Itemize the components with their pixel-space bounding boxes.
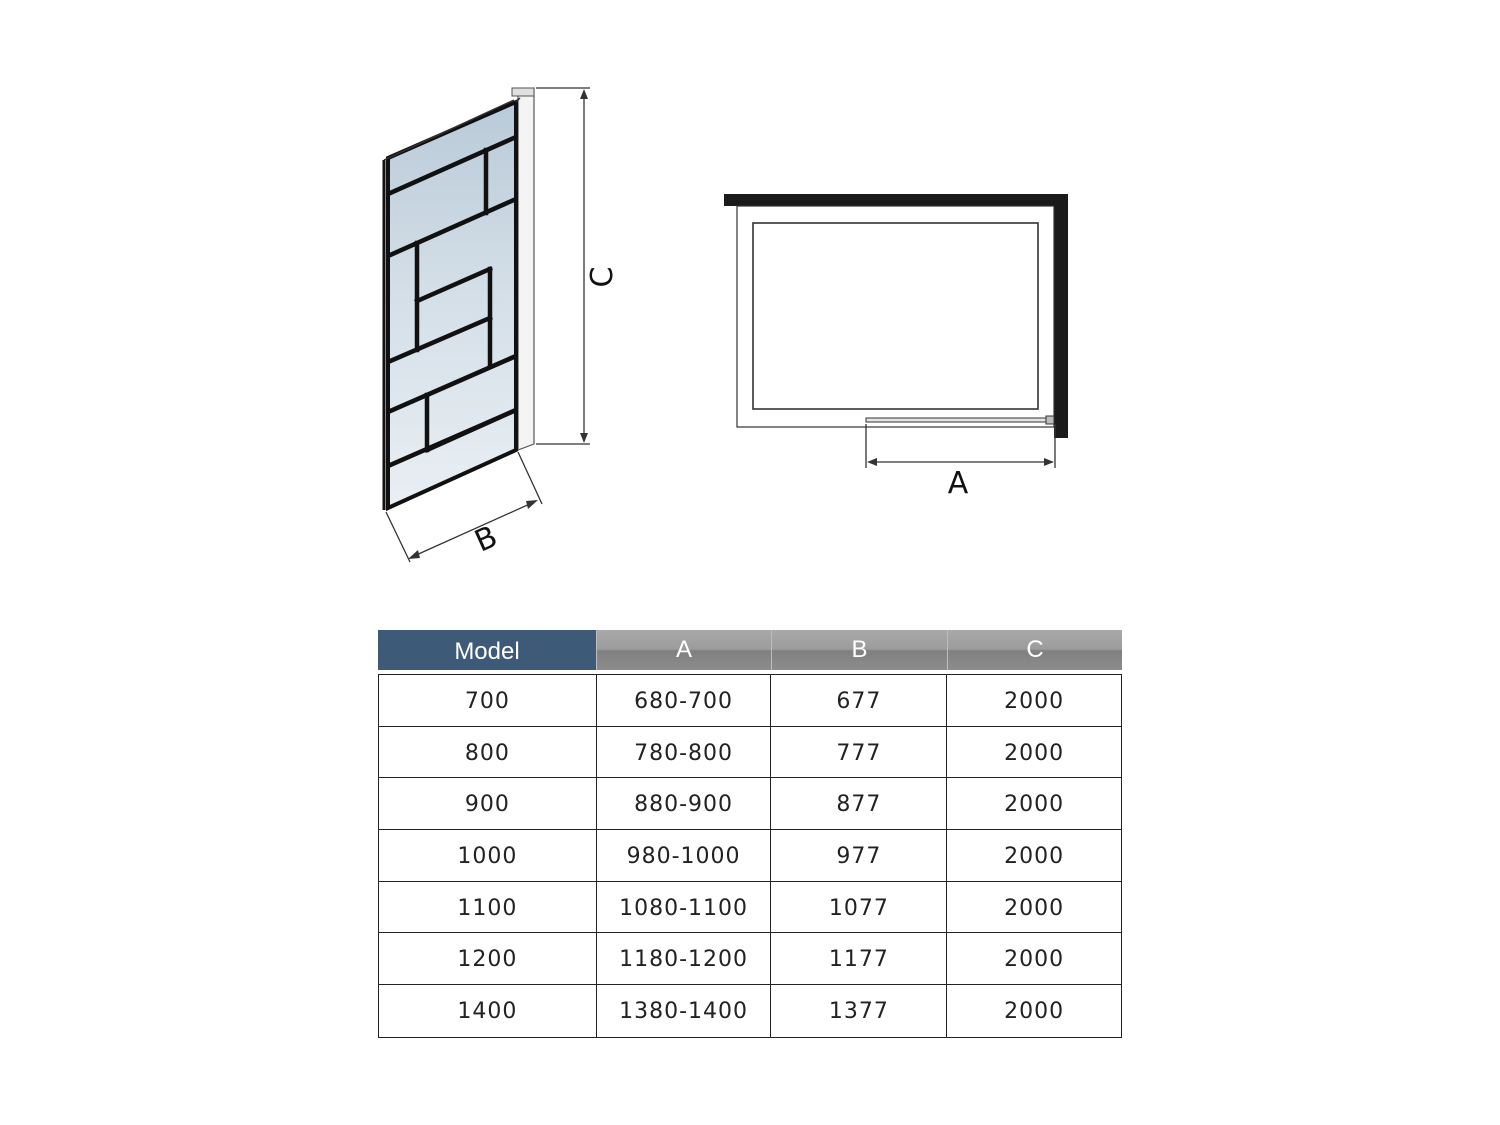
cell-c: 2000 xyxy=(946,778,1121,829)
wall-profile xyxy=(518,88,534,450)
cell-c: 2000 xyxy=(946,933,1121,984)
cell-b: 1177 xyxy=(770,933,946,984)
cell-model: 1100 xyxy=(457,895,518,921)
cell-model: 1000 xyxy=(457,844,518,870)
header-model: Model xyxy=(378,630,596,670)
header-b: B xyxy=(771,630,947,670)
panel-bracket xyxy=(1046,416,1054,424)
cell-model: 700 xyxy=(464,689,510,714)
plan-view xyxy=(724,194,1068,438)
cell-b: 977 xyxy=(770,830,946,881)
cell-model: 900 xyxy=(464,792,510,818)
table-row xyxy=(379,882,1121,934)
cell-a: 880-900 xyxy=(596,778,771,829)
cell-b: 777 xyxy=(770,727,946,778)
cell-c: 2000 xyxy=(946,882,1121,933)
cell-a: 780-800 xyxy=(596,727,771,778)
wall-profile-cap xyxy=(512,88,534,96)
glass-panel-plan xyxy=(866,418,1054,422)
cell-model: 1400 xyxy=(457,999,518,1025)
table-row xyxy=(379,933,1121,985)
label-b: B xyxy=(469,519,503,560)
cell-b: 877 xyxy=(770,778,946,829)
cell-c: 2000 xyxy=(946,830,1121,881)
cell-c: 2000 xyxy=(946,985,1121,1037)
cell-b: 1377 xyxy=(770,985,946,1037)
tray-basin xyxy=(753,223,1038,409)
table-row xyxy=(379,778,1121,830)
cell-a: 1380-1400 xyxy=(596,985,771,1037)
dimension-a xyxy=(866,424,1055,468)
glass-pane xyxy=(388,102,516,508)
cell-b: 1077 xyxy=(770,882,946,933)
cell-a: 680-700 xyxy=(596,675,771,726)
table-row xyxy=(379,675,1121,727)
dimension-c xyxy=(536,88,590,444)
cell-model: 1200 xyxy=(457,947,518,973)
table-row xyxy=(379,985,1121,1037)
table-row xyxy=(379,727,1121,779)
dimension-table xyxy=(378,630,1122,1038)
header-a: A xyxy=(596,630,771,670)
glass-panel-3d xyxy=(384,88,534,510)
cell-a: 1080-1100 xyxy=(596,882,771,933)
table-header xyxy=(378,630,1122,670)
label-c: C xyxy=(585,266,620,288)
wall-side xyxy=(1054,194,1068,438)
cell-a: 1180-1200 xyxy=(596,933,771,984)
cell-a: 980-1000 xyxy=(596,830,771,881)
header-c: C xyxy=(947,630,1122,670)
cell-model: 800 xyxy=(464,740,510,766)
table-row xyxy=(379,830,1121,882)
cell-c: 2000 xyxy=(946,727,1121,778)
label-a: A xyxy=(947,466,969,501)
cell-b: 677 xyxy=(770,675,946,726)
table-body xyxy=(378,674,1122,1038)
cell-c: 2000 xyxy=(946,675,1121,726)
wall-back xyxy=(724,194,1068,206)
